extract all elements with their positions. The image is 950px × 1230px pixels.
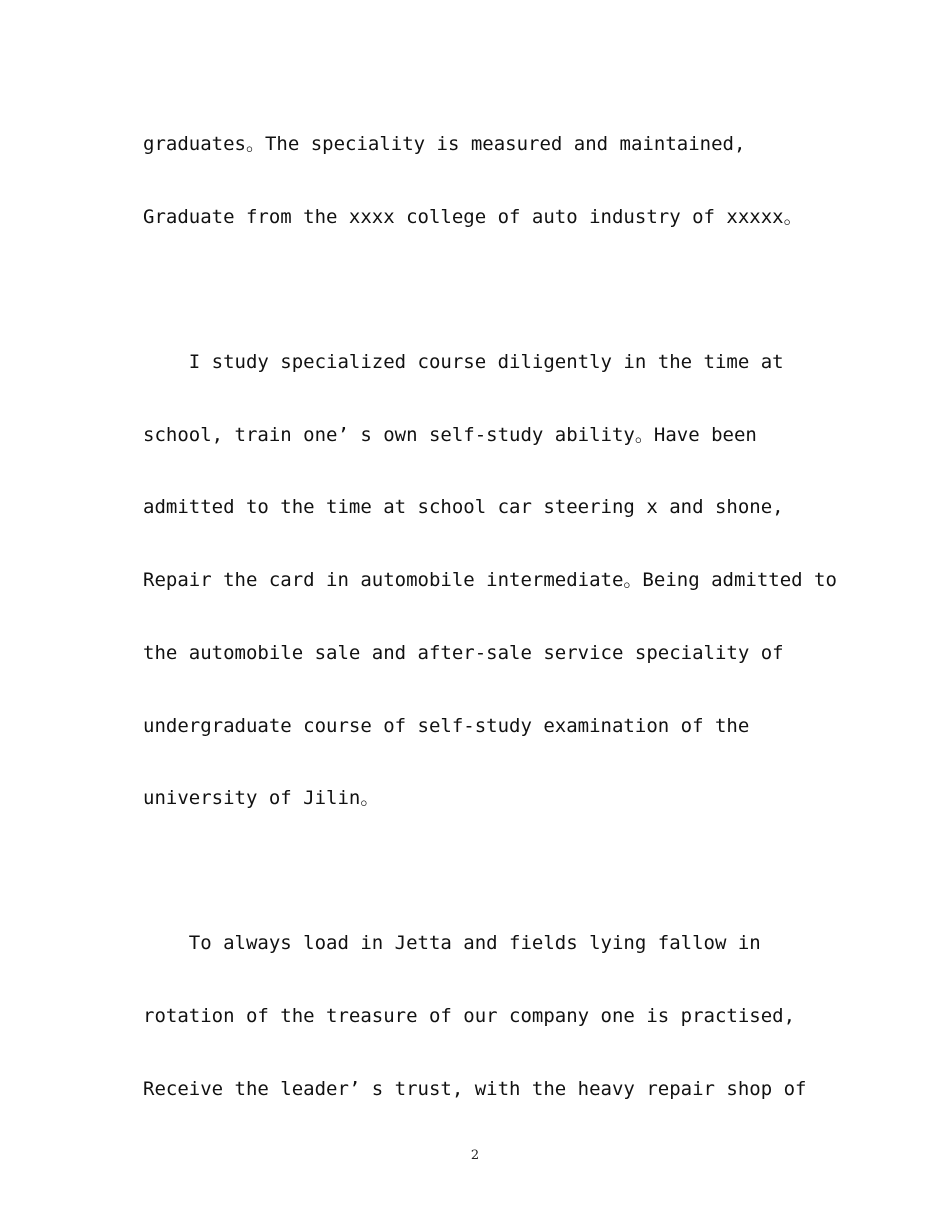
text-line: university of Jilin。 xyxy=(143,787,380,809)
text-line: school, train one’ s own self-study ability。Have been xyxy=(143,424,757,446)
text-line: rotation of the treasure of our company one is practised, xyxy=(143,1005,796,1027)
text-line: undergraduate course of self-study examination of the xyxy=(143,715,750,737)
text-line: Repair the card in automobile intermediate。Being admitted to xyxy=(143,569,837,591)
paragraph-start-line: I study specialized course diligently in the time at xyxy=(143,351,784,373)
text-line: graduates。The speciality is measured and maintained, xyxy=(143,133,746,155)
text-line: admitted to the time at school car steering x and shone, xyxy=(143,496,784,518)
text-line: Receive the leader’ s trust, with the heavy repair shop of xyxy=(143,1078,807,1100)
paragraph-start-line: To always load in Jetta and fields lying fallow in xyxy=(143,932,761,954)
text-line: Graduate from the xxxx college of auto industry of xxxxx。 xyxy=(143,206,803,228)
text-line: the automobile sale and after-sale service speciality of xyxy=(143,642,784,664)
page-number: 2 xyxy=(470,1148,480,1163)
